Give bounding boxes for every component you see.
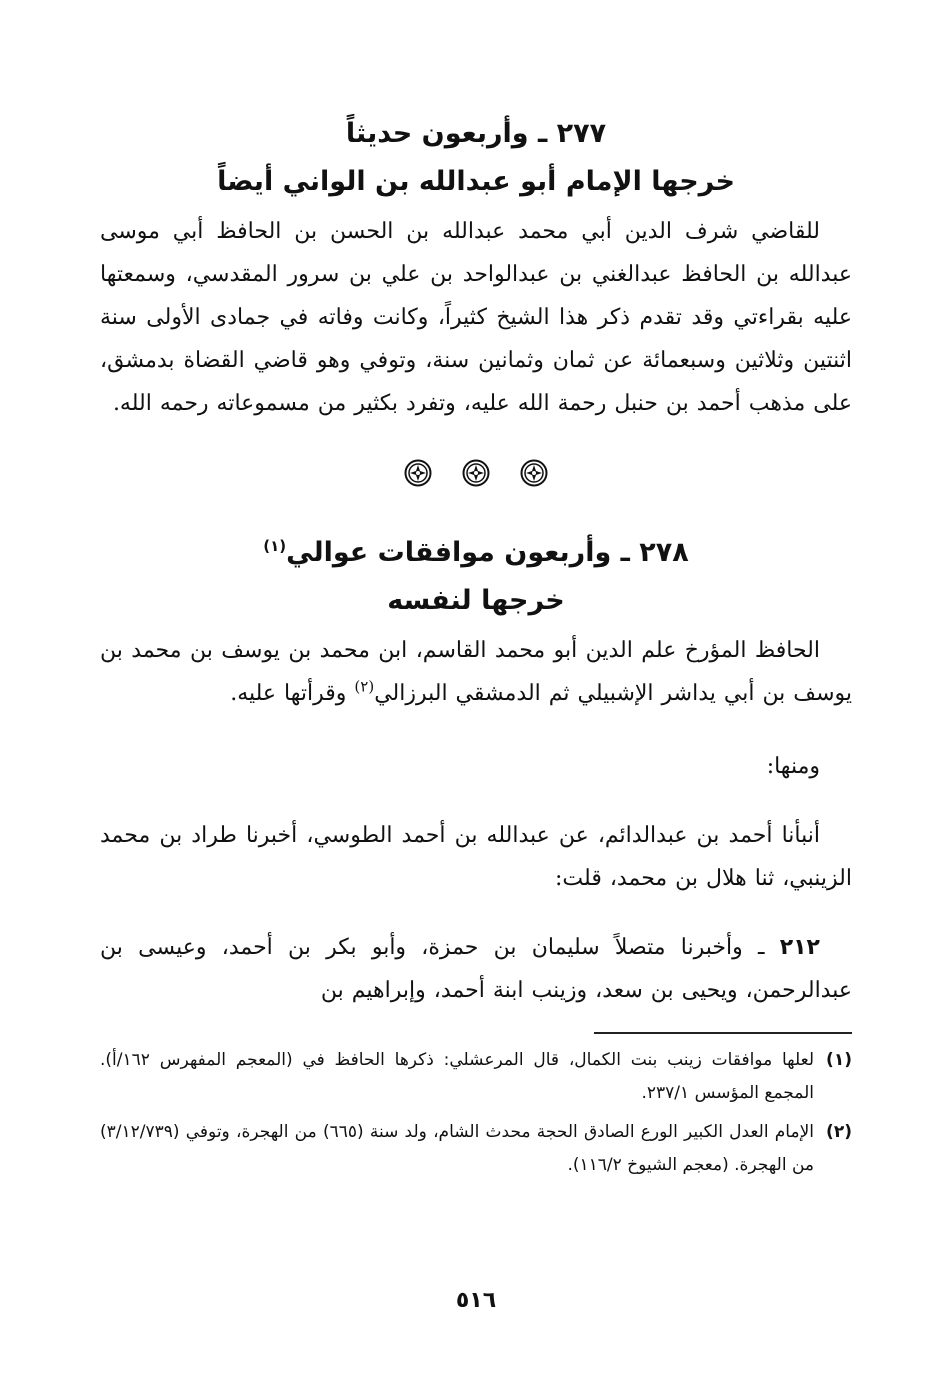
footnote-number: (٢): [826, 1122, 852, 1142]
hadith-number: ٢١٢: [779, 935, 820, 960]
footnote-text: الإمام العدل الكبير الورع الصادق الحجة محدث الشام، ولد سنة (٦٦٥) من الهجرة، وتوفي (٣/١٢/٧٣٩) من الهجرة. (معجم الشيوخ ١١٦/٢).: [100, 1122, 814, 1175]
decorative-rosette-icon: [520, 459, 548, 487]
section-278-body-end: وقرأتها عليه.: [230, 681, 347, 706]
decorative-rosette-icon: [462, 459, 490, 487]
page: [100, 100, 852, 1340]
footnote-number: (١): [826, 1050, 852, 1070]
hadith-text: ـ وأخبرنا متصلاً سليمان بن حمزة، وأبو بكر بن أحمد، وعيسى بن عبدالرحمن، ويحيى بن سعد، وزينب ابنة أحمد، وإبراهيم بن: [100, 935, 852, 1003]
isnad-chain: أنبأنا أحمد بن عبدالدائم، عن عبدالله بن أحمد الطوسي، أخبرنا طراد بن محمد الزينبي، ثنا هلال بن محمد، قلت:: [100, 823, 852, 891]
footnote-1: [100, 1044, 852, 1110]
section-278-subtitle: خرجها لنفسه: [387, 585, 565, 616]
footnote-ref-2: (٢): [354, 677, 375, 696]
footnote-ref-1: (١): [263, 537, 287, 555]
decorative-rosette-icon: [404, 459, 432, 487]
hadith-212: [100, 926, 852, 1012]
page-number: ٥١٦: [455, 1288, 497, 1313]
footnote-divider: [594, 1032, 852, 1034]
section-278-title: [100, 529, 852, 577]
section-278-title-text: ٢٧٨ ـ وأربعون موافقات عوالي: [286, 537, 689, 568]
footnote-text: لعلها موافقات زينب بنت الكمال، قال المرعشلي: ذكرها الحافظ في (المعجم المفهرس ١٦٢/أ). المجمع المؤسس ٢٣٧/١.: [100, 1050, 814, 1103]
section-277-subtitle: خرجها الإمام أبو عبدالله بن الواني أيضاً: [217, 166, 735, 197]
section-277-title: ٢٧٧ ـ وأربعون حديثاً: [345, 118, 607, 149]
footnote-2: [100, 1116, 852, 1182]
section-divider: [100, 453, 852, 493]
section-278-body-text: الحافظ المؤرخ علم الدين أبو محمد القاسم، ابن محمد بن يوسف بن محمد بن يوسف بن أبي يداشر الإشبيلي ثم الدمشقي البرزالي: [100, 638, 852, 706]
from-them-label: ومنها:: [766, 754, 820, 779]
section-278-body: [100, 629, 852, 715]
footnotes: [100, 1044, 852, 1182]
section-277-body: للقاضي شرف الدين أبي محمد عبدالله بن الحسن بن الحافظ أبي موسى عبدالله بن الحافظ عبدالغني بن عبدالواحد بن علي بن سرور المقدسي، وسمعتها عليه بقراءتي وقد تقدم ذكر هذا الشيخ كثيراً، وكانت وفاته في جمادى الأولى سنة اثنتين وثلاثين وسبعمائة عن ثمان وثمانين سنة، وتوفي وهو قاضي القضاة بدمشق، على مذهب أحمد بن حنبل رحمة الله عليه، وتفرد بكثير من مسموعاته رحمه الله.: [100, 219, 852, 416]
